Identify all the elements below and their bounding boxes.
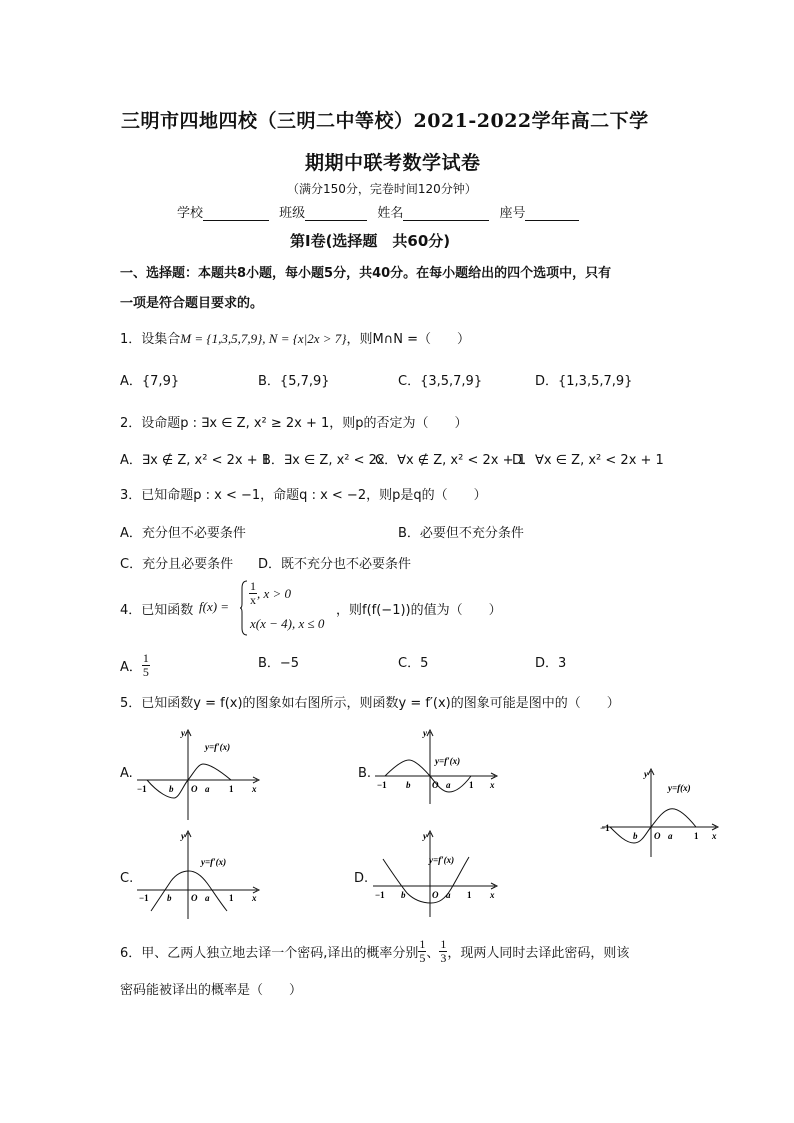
svg-text:x: x [252,893,257,903]
svg-text:a: a [446,780,451,790]
svg-text:y=f′(x): y=f′(x) [205,742,231,752]
title-line-1: 三明市四地四校（三明二中等校）2021-2022学年高二下学 [121,110,649,132]
graph-a [135,726,265,822]
q4-tail: ，则f(f(−1))的值为（ ） [336,603,502,618]
question-5: 5．已知函数y = f(x)的图象如右图所示，则函数y = f′(x)的图象可能是图中的（ ） [120,696,620,711]
q4-option-c[interactable]: C．5 [398,656,429,671]
q6-fraction-2: $\frac{1}{3}$ [440,937,447,965]
q3-option-d[interactable]: D．既不充分也不必要条件 [258,557,412,572]
svg-text:y: y [181,728,185,738]
svg-text:1: 1 [467,890,472,900]
q5-option-c[interactable]: C. [120,871,134,886]
seat-label: 座号 [499,206,526,221]
name-label: 姓名 [377,206,404,221]
q4-option-a[interactable]: A． $\frac{1}{5}$ [120,651,149,679]
svg-text:O: O [191,893,198,903]
svg-text:−1: −1 [139,893,149,903]
svg-text:O: O [191,784,198,794]
svg-text:−1: −1 [377,780,387,790]
q5-option-d[interactable]: D. [354,871,369,886]
q6-fraction-1: $\frac{1}{5}$ [419,937,426,965]
svg-text:y=f′(x): y=f′(x) [435,756,461,766]
q2-option-b[interactable]: B．∃x ∈ Z, x² < 2x [262,453,385,468]
class-label: 班级 [279,206,306,221]
svg-text:b: b [633,831,638,841]
exam-subtitle: （满分150分，完卷时间120分钟） [287,182,477,196]
q5-option-a[interactable]: A. [120,766,133,781]
title-line-2: 期期中联考数学试卷 [305,152,481,174]
q1-sets: M = {1,3,5,7,9}, N = {x|2x > 7} [180,331,347,346]
q4-case-2: x(x − 4), x ≤ 0 [250,616,325,631]
q4-option-b[interactable]: B．−5 [258,656,300,671]
name-blank[interactable] [403,206,489,221]
school-label: 学校 [177,206,204,221]
question-6: 6．甲、乙两人独立地去译一个密码,译出的概率分别 $\frac{1}{5}$ 、 $\frac{1}{3}$ ，现两人同时去译此密码，则该 [120,937,630,965]
question-3: 3．已知命题p : x < −1，命题q : x < −2，则p是q的（ ） [120,488,487,503]
info-fields [177,202,579,221]
q1-option-c[interactable]: C．{3,5,7,9} [398,374,483,389]
q1-number: 1．设集合 [120,332,181,347]
class-blank[interactable] [305,206,367,221]
q4-brace [240,580,248,636]
q1-tail: ，则M∩N =（ ） [346,332,470,347]
svg-text:a: a [446,890,451,900]
q1-option-b[interactable]: B．{5,7,9} [258,374,330,389]
svg-text:x: x [712,831,717,841]
section-title: 第Ⅰ卷(选择题 共60分) [290,232,451,250]
svg-text:b: b [167,893,172,903]
q2-option-c[interactable]: C．∀x ∉ Z, x² < 2x + 1 [375,453,526,468]
svg-text:b: b [401,890,406,900]
section-intro-2: 一项是符合题目要求的。 [120,296,264,311]
svg-text:1: 1 [229,893,234,903]
svg-text:y=f(x): y=f(x) [668,783,691,793]
question-2: 2．设命题p : ∃x ∈ Z, x² ≥ 2x + 1，则p的否定为（ ） [120,416,468,431]
q2-option-a[interactable]: A．∃x ∉ Z, x² < 2x + 1 [120,453,271,468]
q2-option-d[interactable]: D．∀x ∈ Z, x² < 2x + 1 [512,453,664,468]
q3-option-c[interactable]: C．充分且必要条件 [120,557,234,572]
svg-text:x: x [490,890,495,900]
svg-text:O: O [432,780,439,790]
svg-text:y=f′(x): y=f′(x) [201,857,227,867]
svg-text:x: x [252,784,257,794]
seat-blank[interactable] [525,206,579,221]
svg-text:a: a [205,784,210,794]
q4-case-1: $\frac{1}{x}$ , x > 0 [250,579,292,607]
svg-text:x: x [490,780,495,790]
q1-option-a[interactable]: A．{7,9} [120,374,180,389]
svg-text:−1: −1 [137,784,147,794]
q3-option-a[interactable]: A．充分但不必要条件 [120,526,246,541]
q3-option-b[interactable]: B．必要但不充分条件 [398,526,524,541]
svg-text:y=f′(x): y=f′(x) [429,855,455,865]
svg-text:b: b [169,784,174,794]
q1-option-d[interactable]: D．{1,3,5,7,9} [535,374,633,389]
q4-fx: f(x) = [199,599,230,614]
graph-c [135,829,265,921]
svg-text:b: b [406,780,411,790]
svg-text:y: y [423,831,427,841]
svg-text:−1: −1 [375,890,385,900]
svg-text:O: O [654,831,661,841]
svg-text:O: O [432,890,439,900]
svg-text:y: y [644,769,648,779]
svg-text:a: a [668,831,673,841]
svg-text:1: 1 [229,784,234,794]
svg-text:1: 1 [694,831,699,841]
graph-original-f [600,767,726,859]
q5-option-b[interactable]: B. [358,766,372,781]
school-blank[interactable] [203,206,269,221]
svg-text:y: y [423,728,427,738]
graph-b [373,726,503,806]
graph-d [371,829,503,919]
q4-option-d[interactable]: D．3 [535,656,567,671]
section-intro-1: 一、选择题：本题共8小题，每小题5分，共40分。在每小题给出的四个选项中，只有 [120,266,612,281]
question-1 [120,328,470,347]
q4-case1-fraction: $\frac{1}{x}$ [250,579,256,607]
svg-text:a: a [205,893,210,903]
svg-text:y: y [181,831,185,841]
q4-number: 4．已知函数 [120,603,194,618]
svg-text:−1: −1 [600,823,610,833]
question-6-line-2: 密码能被译出的概率是（ ） [120,983,303,998]
svg-text:1: 1 [469,780,474,790]
